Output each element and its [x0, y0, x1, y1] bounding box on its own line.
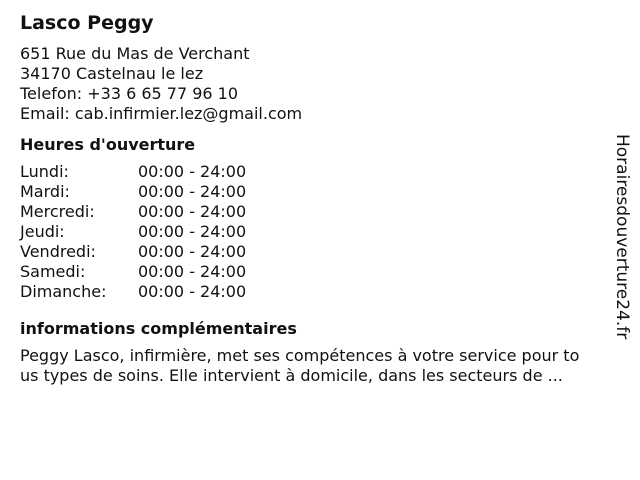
business-card	[20, 10, 620, 386]
phone-line: Telefon: +33 6 65 77 96 10	[20, 84, 239, 103]
hours-day: Mardi:	[20, 182, 70, 201]
hours-day: Vendredi:	[20, 242, 96, 261]
site-watermark: Horairesdouverture24.fr	[612, 134, 632, 340]
address-line-1: 651 Rue du Mas de Verchant	[20, 44, 250, 63]
hours-row-tuesday	[20, 182, 620, 202]
hours-time: 00:00 - 24:00	[138, 282, 247, 301]
info-title: informations complémentaires	[20, 319, 297, 338]
hours-time: 00:00 - 24:00	[138, 222, 247, 241]
hours-day: Lundi:	[20, 162, 69, 181]
info-description-line-1: Peggy Lasco, infirmière, met ses compétences à votre service pour to	[20, 346, 580, 365]
address-line-2: 34170 Castelnau le lez	[20, 64, 204, 83]
hours-time: 00:00 - 24:00	[138, 242, 247, 261]
hours-title: Heures d'ouverture	[20, 135, 196, 154]
hours-row-sunday	[20, 282, 620, 302]
hours-row-saturday	[20, 262, 620, 282]
hours-day: Dimanche:	[20, 282, 107, 301]
hours-time: 00:00 - 24:00	[138, 262, 247, 281]
hours-row-friday	[20, 242, 620, 262]
hours-day: Mercredi:	[20, 202, 95, 221]
hours-day: Jeudi:	[20, 222, 65, 241]
hours-day: Samedi:	[20, 262, 86, 281]
info-description-line-2: us types de soins. Elle intervient à domicile, dans les secteurs de ...	[20, 366, 563, 385]
hours-time: 00:00 - 24:00	[138, 162, 247, 181]
hours-row-wednesday	[20, 202, 620, 222]
hours-row-monday	[20, 162, 620, 182]
hours-table	[20, 162, 620, 302]
email-line: Email: cab.infirmier.lez@gmail.com	[20, 104, 303, 123]
hours-time: 00:00 - 24:00	[138, 202, 247, 221]
business-name: Lasco Peggy	[20, 12, 154, 34]
hours-row-thursday	[20, 222, 620, 242]
hours-time: 00:00 - 24:00	[138, 182, 247, 201]
